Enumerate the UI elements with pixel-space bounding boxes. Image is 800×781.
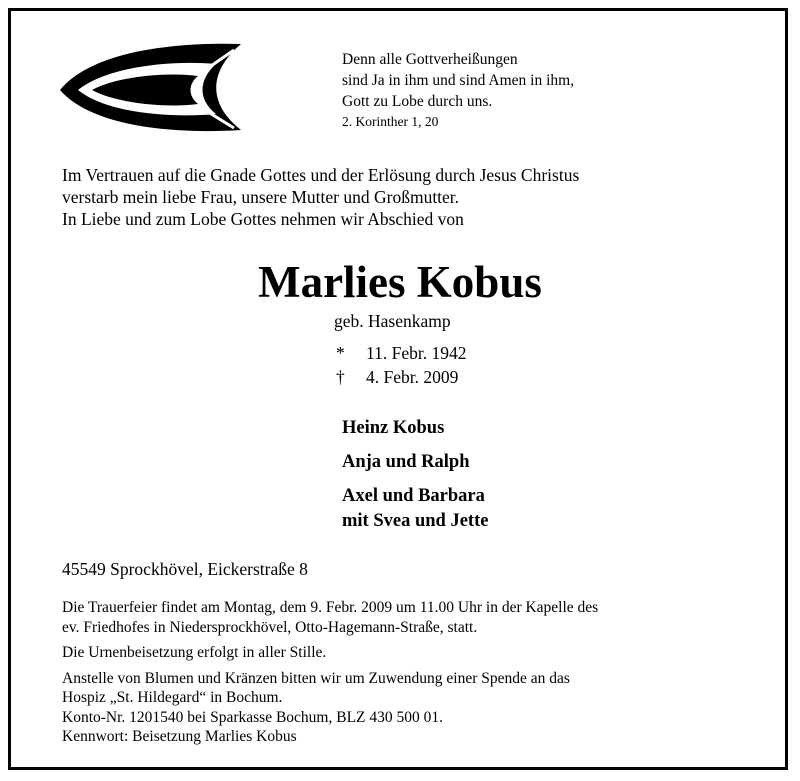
donation-line: Kennwort: Beisetzung Marlies Kobus <box>62 728 297 745</box>
bible-verse <box>342 49 574 131</box>
cross-icon: † <box>336 367 345 387</box>
intro-line: Im Vertrauen auf die Gnade Gottes und der Erlösung durch Jesus Christus <box>62 165 580 185</box>
intro-line: In Liebe und zum Lobe Gottes nehmen wir Abschied von <box>62 209 464 229</box>
address: 45549 Sprockhövel, Eickerstraße 8 <box>62 559 308 579</box>
donation-line: Hospiz „St. Hildegard“ in Bochum. <box>62 689 283 706</box>
birth-name: geb. Hasenkamp <box>334 311 451 331</box>
funeral-line: ev. Friedhofes in Niedersprockhövel, Otto-Hagemann-Straße, statt. <box>62 618 478 636</box>
verse-reference: 2. Korinther 1, 20 <box>342 114 439 129</box>
verse-line: Denn alle Gottverheißungen <box>342 51 518 68</box>
funeral-line: Die Trauerfeier findet am Montag, dem 9. Febr. 2009 um 11.00 Uhr in der Kapelle des <box>62 599 599 616</box>
ichthys-fish-icon <box>58 42 248 134</box>
mourner: mit Svea und Jette <box>342 511 489 531</box>
death-date: 4. Febr. 2009 <box>366 367 459 387</box>
verse-line: Gott zu Lobe durch uns. <box>342 93 493 110</box>
birth-date-row <box>334 341 466 365</box>
intro-line: verstarb mein liebe Frau, unsere Mutter und Großmutter. <box>62 187 460 207</box>
donation-line: Anstelle von Blumen und Kränzen bitten wir um Zuwendung einer Spende an das <box>62 669 570 687</box>
deceased-name: Marlies Kobus <box>258 257 542 307</box>
mourner: Anja und Ralph <box>342 452 470 472</box>
donation-line: Konto-Nr. 1201540 bei Sparkasse Bochum, BLZ 430 500 01. <box>62 708 444 726</box>
mourner: Axel und Barbara <box>342 486 485 506</box>
burial-note: Die Urnenbeisetzung erfolgt in aller Stille. <box>62 644 327 661</box>
funeral-notes <box>62 598 598 747</box>
verse-line: sind Ja in ihm und sind Amen in ihm, <box>342 72 575 89</box>
intro-text <box>62 164 579 230</box>
life-dates <box>334 341 466 389</box>
death-date-row <box>334 365 466 389</box>
star-icon: * <box>336 343 345 363</box>
mourners <box>342 416 488 534</box>
birth-date: 11. Febr. 1942 <box>366 343 467 363</box>
mourner: Heinz Kobus <box>342 418 445 438</box>
